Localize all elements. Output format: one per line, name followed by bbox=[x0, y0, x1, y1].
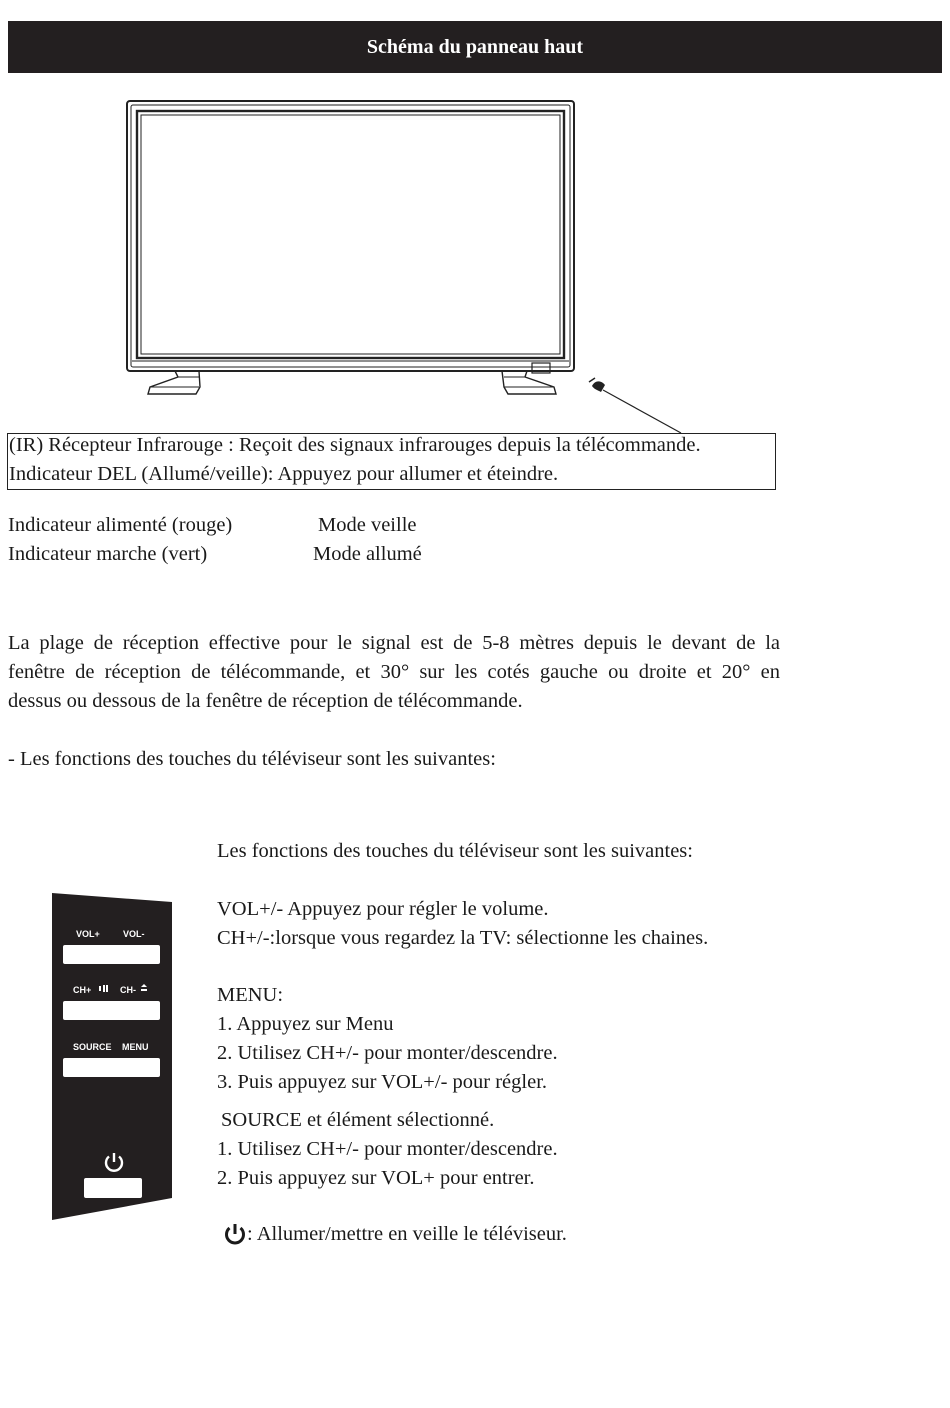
ch-instruction: CH+/-:lorsque vous regardez la TV: sélectionne les chaines. bbox=[217, 927, 709, 949]
reception-range-paragraph bbox=[8, 629, 780, 716]
indicator-on-mode: Mode allumé bbox=[313, 543, 422, 565]
vol-minus-label: VOL- bbox=[123, 929, 145, 939]
control-panel bbox=[50, 892, 175, 1222]
menu-step: 2. Utilisez CH+/- pour monter/descendre. bbox=[217, 1042, 558, 1064]
paragraph-line: La plage de réception effective pour le signal est de 5-8 mètres depuis le devant de la bbox=[8, 632, 780, 654]
menu-step: 3. Puis appuyez sur VOL+/- pour régler. bbox=[217, 1071, 548, 1093]
source-step: 1. Utilisez CH+/- pour monter/descendre. bbox=[217, 1138, 558, 1160]
menu-step: 1. Appuyez sur Menu bbox=[217, 1013, 394, 1035]
indicator-standby-label: Indicateur alimenté (rouge) bbox=[8, 514, 233, 536]
paragraph-line: dessus ou dessous de la fenêtre de réception de télécommande. bbox=[8, 690, 523, 712]
indicator-on-label: Indicateur marche (vert) bbox=[8, 543, 208, 565]
ch-plus-label: CH+ bbox=[73, 985, 92, 995]
instructions-heading: Les fonctions des touches du téléviseur sont les suivantes: bbox=[217, 840, 693, 862]
power-icon bbox=[103, 1151, 125, 1173]
led-indicator-description: Indicateur DEL (Allumé/veille): Appuyez pour allumer et éteindre. bbox=[9, 463, 559, 485]
ir-callout-box bbox=[7, 433, 776, 490]
vol-instruction: VOL+/- Appuyez pour régler le volume. bbox=[217, 898, 549, 920]
source-label: SOURCE bbox=[73, 1042, 112, 1052]
page-title: Schéma du panneau haut bbox=[8, 21, 942, 73]
menu-title: MENU: bbox=[217, 984, 284, 1006]
paragraph-line: fenêtre de réception de télécommande, et 30° sur les cotés gauche ou droite et 20° en bbox=[8, 661, 780, 683]
vol-plus-label: VOL+ bbox=[76, 929, 100, 939]
ir-receiver-icon bbox=[585, 372, 685, 434]
functions-intro: - Les fonctions des touches du téléviseur sont les suivantes: bbox=[8, 748, 496, 770]
indicator-standby-mode: Mode veille bbox=[318, 514, 417, 536]
ch-minus-label: CH- bbox=[120, 985, 136, 995]
power-instruction: : Allumer/mettre en veille le téléviseur. bbox=[247, 1223, 567, 1245]
source-title: SOURCE et élément sélectionné. bbox=[221, 1109, 495, 1131]
ir-receiver-description: (IR) Récepteur Infrarouge : Reçoit des signaux infrarouges depuis la télécommande. bbox=[9, 434, 701, 456]
power-icon bbox=[223, 1222, 247, 1246]
menu-label: MENU bbox=[122, 1042, 149, 1052]
source-step: 2. Puis appuyez sur VOL+ pour entrer. bbox=[217, 1167, 535, 1189]
